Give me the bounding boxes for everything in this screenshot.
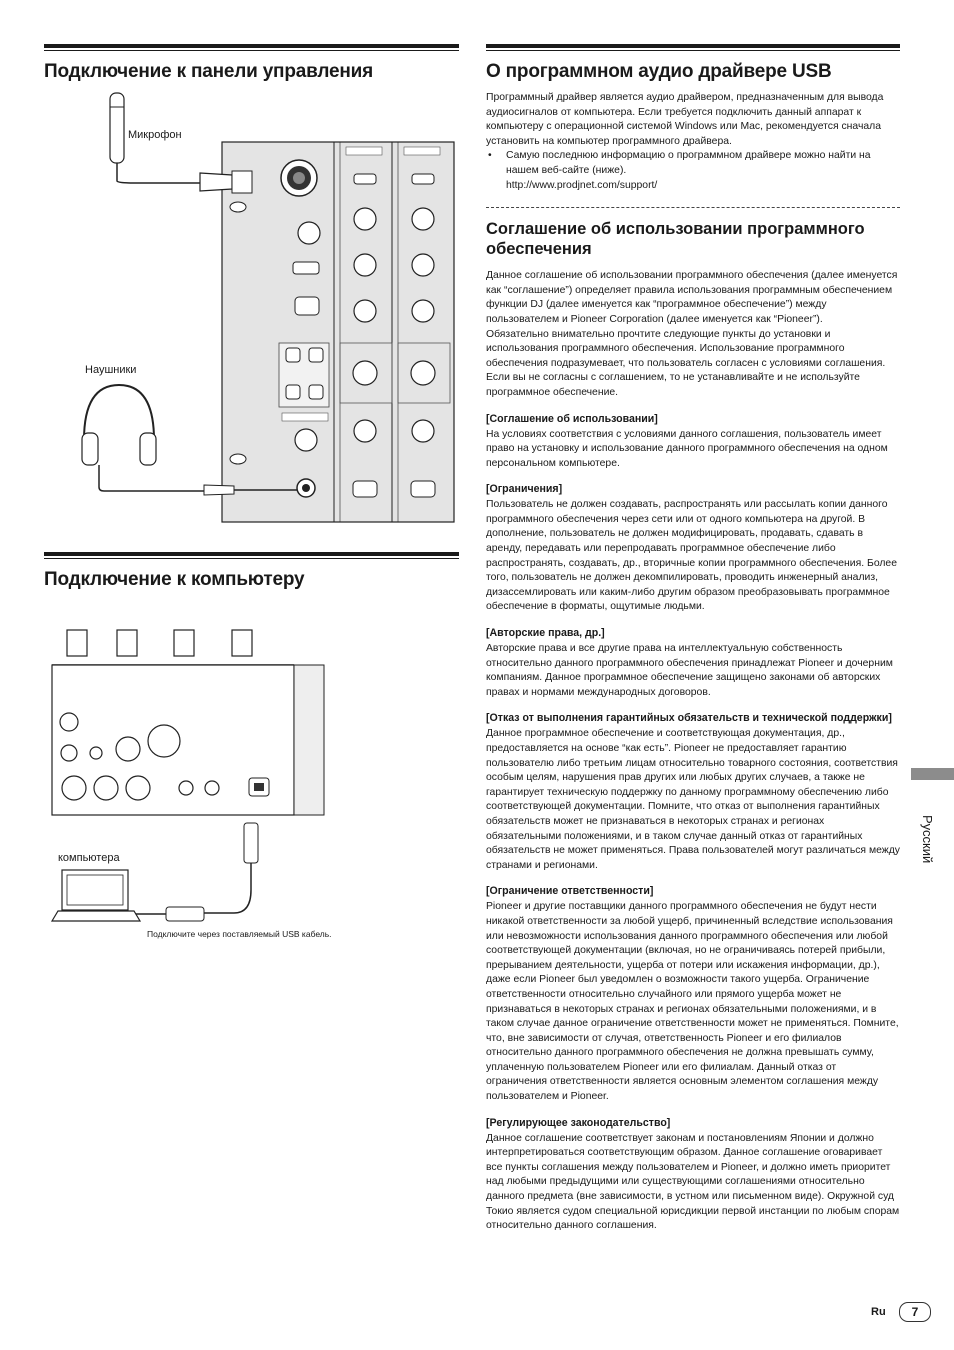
intro-text: Программный драйвер является аудио драйвером, предназначенным для вывода аудиосигналов от компьютера. Если требуется подключить данный аппарат к компьютеру с операционной системой Windows или Mac, рекомендуется сначала установить на компьютер программного драйвера. [486,92,884,147]
language-tab-label: Русский [920,815,935,864]
label-microphone: Микрофон [128,129,182,141]
section-rule [44,552,459,556]
subsection-text-copyright: Авторские права и все другие права на интеллектуальную собственность относительно данного программного обеспечения принадлежат Pioneer и дочерним компаниям. Данное программное обеспечение защищено законами об авторских правах и нормами международных договоров. [486,643,893,698]
page-number: 7 [899,1302,931,1322]
left-column [44,44,459,83]
footer-language: Ru [871,1306,886,1318]
computer-connection-diagram [44,625,374,930]
section-title-computer: Подключение к компьютеру [44,569,305,590]
right-column [486,44,900,1234]
subsection-title-copyright: [Авторские права, др.] [486,627,605,640]
section-title-control-panel: Подключение к панели управления [44,61,373,82]
subsection-title-usage: [Соглашение об использовании] [486,412,658,425]
subsection-title-law: [Регулирующее законодательство] [486,1116,671,1129]
subsection-title-liability: [Ограничение ответственности] [486,885,654,898]
bullet-dot: • [488,150,492,162]
agreement-title: Соглашение об использовании программного обеспечения [486,220,865,259]
section-rule-thin [486,50,900,51]
subsection-text-restrictions: Пользователь не должен создавать, распространять или рассылать копии данного программного обеспечения через сети или от одного компьютера на другой. В дополнение, пользователь не должен модифицировать, продавать, сдавать в аренду, передавать или перепродавать программное обеспечение либо распространять, создавать, др., вторичные копии программного обеспечения. Более того, пользователь не должен декомпилировать, проводить инженерный анализ, дизассемлировать или каким-либо другим образом преобразовывать программное обеспечение в форматы, ощутимые людьми. [486,499,897,613]
support-url[interactable]: http://www.prodjnet.com/support/ [506,179,658,191]
section-rule-thin [44,50,459,51]
control-panel-diagram [44,85,459,525]
language-tab [911,768,954,780]
dashed-separator [486,207,900,208]
agreement-paragraph-1: Данное соглашение об использовании программного обеспечения (далее именуется как “соглашение”) определяет правила использования программным обеспечением функции DJ (далее именуется как “программное обеспечение”) между пользователем и Pioneer Corporation (далее именуется как “Pioneer”). [486,270,898,325]
subsection-title-warranty: [Отказ от выполнения гарантийных обязательств и технической поддержки] [486,712,892,725]
bullet-text: Самую последнюю информацию о программном драйвере можно найти на нашем веб-сайте (ниже). [506,150,871,176]
section-rule-thin [44,558,459,559]
section-rule [486,44,900,48]
subsection-title-restrictions: [Ограничения] [486,483,563,496]
label-headphones: Наушники [85,364,137,376]
page-title: О программном аудио драйвере USB [486,61,832,82]
agreement-paragraph-2: Обязательно внимательно прочтите следующие пункты до установки и использования программного обеспечения. Использование программного обеспечения подразумевает, что пользователь согласен с условиями соглашения. Если вы не согласны с соглашением, то не устанавливайте и не используйте программное обеспечение. [486,328,886,398]
subsection-text-usage: На условиях соответствия с условиями данного соглашения, пользователь имеет право на установку и использование данного программного обеспечения на одном персональном компьютере. [486,428,888,469]
label-computer: компьютера [58,852,120,864]
subsection-text-warranty: Данное программное обеспечение и соответствующая документация, др., предоставляется на основе “как есть”. Pioneer не предоставляет гарантию пользователю либо третьим лицам относительно товарного состояния, соответствия особым целям, нарушения прав других или любых других случаев, а также не гарантирует техническую поддержку по данному программному обеспечению либо соответствующей документации. Помните, что отказ от выполнения гарантийных обязательств может не признаваться в некоторых странах и регионах обязательными положениями, и в таком случае данный отказ от гарантийных обязательств не может применяться. Права пользователей могут различаться между странами и регионами. [486,728,900,871]
caption-usb-cable: Подключите через поставляемый USB кабель. [147,929,332,939]
bullet-item [486,149,900,193]
subsection-text-law: Данное соглашение соответствует законам и постановлениям Японии и должно интерпретироваться соответствующим образом. Данное соглашение оговаривает все пункты соглашения между пользователем и Pioneer, и должно иметь приоритет над любыми предыдущими или существующими соглашениями относительно данного предмета (вне зависимости, в устном или письменном виде). Окружной суд Токио является судом специальной юрисдикции первой инстанции по любым спорам относительно данного соглашения. [486,1132,900,1232]
section-rule [44,44,459,48]
subsection-text-liability: Pioneer и другие поставщики данного программного обеспечения не будут нести никакой ответственности за любой ущерб, причиненный вследствие использования или невозможности использования данного программного обеспечения или любой соответствующей документации (включая, но не ограничиваясь потерей прибыли, прерыванием деятельности, ущерба от потери или искажения информации, др.), даже если Pioneer был уведомлен о возможности такого ущерба. Ограничение ответственности относительно случайного или прямого ущерба может не признаваться в некоторых странах и регионах обязательными положениями, и в таком случае данное ограничение ответственности может не применяться. Помните, что, вне зависимости от случая, ответственность Pioneer и его филиалов относительно данного программного обеспечения не должна превышать сумму, уплаченную пользователем Pioneer или его филиалам. Данный отказ от ограничения ответственности является основным элементом соглашения между пользователем и Pioneer. [486,901,899,1103]
left-column-section2 [44,552,459,591]
